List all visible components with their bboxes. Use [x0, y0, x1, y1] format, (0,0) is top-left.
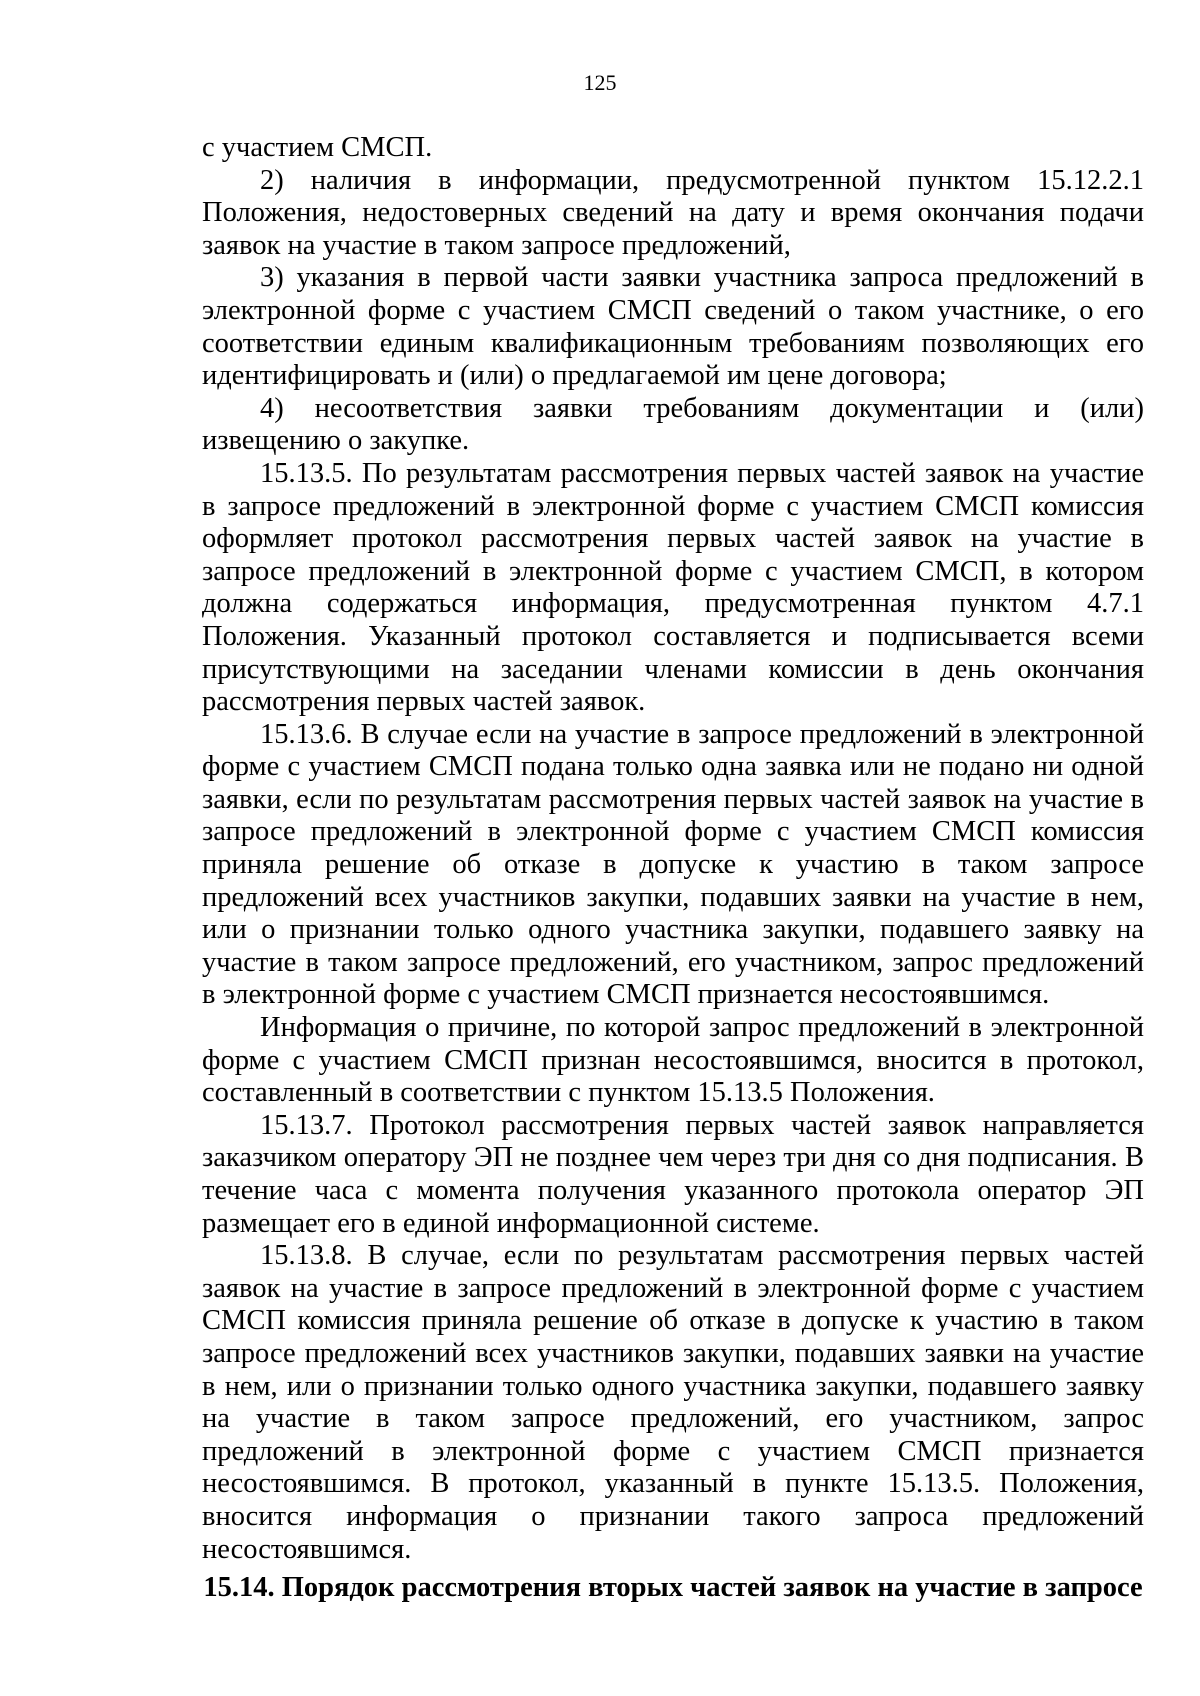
paragraph-15-13-7: 15.13.7. Протокол рассмотрения первых частей заявок направляется заказчиком оператору ЭП не позднее чем через три дня со дня подписания. В течение часа с момента получения указанного протокола оператор ЭП размещает его в единой информационной системе.	[202, 1109, 1144, 1239]
section-heading-15-14: 15.14. Порядок рассмотрения вторых частей заявок на участие в запросе	[203, 1572, 1143, 1604]
paragraph-item-2: 2) наличия в информации, предусмотренной пунктом 15.12.2.1 Положения, недостоверных сведений на дату и время окончания подачи заявок на участие в таком запросе предложений,	[202, 164, 1144, 261]
paragraph-15-13-5: 15.13.5. По результатам рассмотрения первых частей заявок на участие в запросе предложений в электронной форме с участием СМСП комиссия оформляет протокол рассмотрения первых частей заявок на участие в запросе предложений в электронной форме с участием СМСП, в котором должна содержаться информация, предусмотренная пунктом 4.7.1 Положения. Указанный протокол составляется и подписывается всеми присутствующими на заседании членами комиссии в день окончания рассмотрения первых частей заявок.	[202, 457, 1144, 718]
paragraph-continuation: с участием СМСП.	[202, 132, 433, 163]
paragraph-15-13-8: 15.13.8. В случае, если по результатам рассмотрения первых частей заявок на участие в запросе предложений в электронной форме с участием СМСП комиссия приняла решение об отказе в допуске к участию в таком запросе предложений всех участников закупки, подавших заявки на участие в нем, или о признании только одного участника закупки, подавшего заявку на участие в таком запросе предложений, его участником, запрос предложений в электронной форме с участием СМСП признается несостоявшимся. В протокол, указанный в пункте 15.13.5. Положения, вносится информация о признании такого запроса предложений несостоявшимся.	[202, 1240, 1144, 1565]
paragraph-item-3: 3) указания в первой части заявки участника запроса предложений в электронной форме с участием СМСП сведений о таком участнике, о его соответствии единым квалификационным требованиям позволяющих его идентифицировать и (или) о предлагаемой им цене договора;	[202, 262, 1144, 392]
page-number: 125	[583, 70, 617, 95]
paragraph-information: Информация о причине, по которой запрос предложений в электронной форме с участием СМСП признан несостоявшимся, вносится в протокол, составленный в соответствии с пунктом 15.13.5 Положения.	[202, 1012, 1144, 1109]
paragraph-15-13-6: 15.13.6. В случае если на участие в запросе предложений в электронной форме с участием СМСП подана только одна заявка или не подано ни одной заявки, если по результатам рассмотрения первых частей заявок на участие в запросе предложений в электронной форме с участием СМСП комиссия приняла решение об отказе в допуске к участию в таком запросе предложений всех участников закупки, подавших заявки на участие в нем, или о признании только одного участника закупки, подавшего заявку на участие в таком запросе предложений, его участником, запрос предложений в электронной форме с участием СМСП признается несостоявшимся.	[202, 718, 1144, 1011]
paragraph-item-4: 4) несоответствия заявки требованиям документации и (или) извещению о закупке.	[202, 392, 1144, 457]
document-body	[202, 132, 1144, 1605]
